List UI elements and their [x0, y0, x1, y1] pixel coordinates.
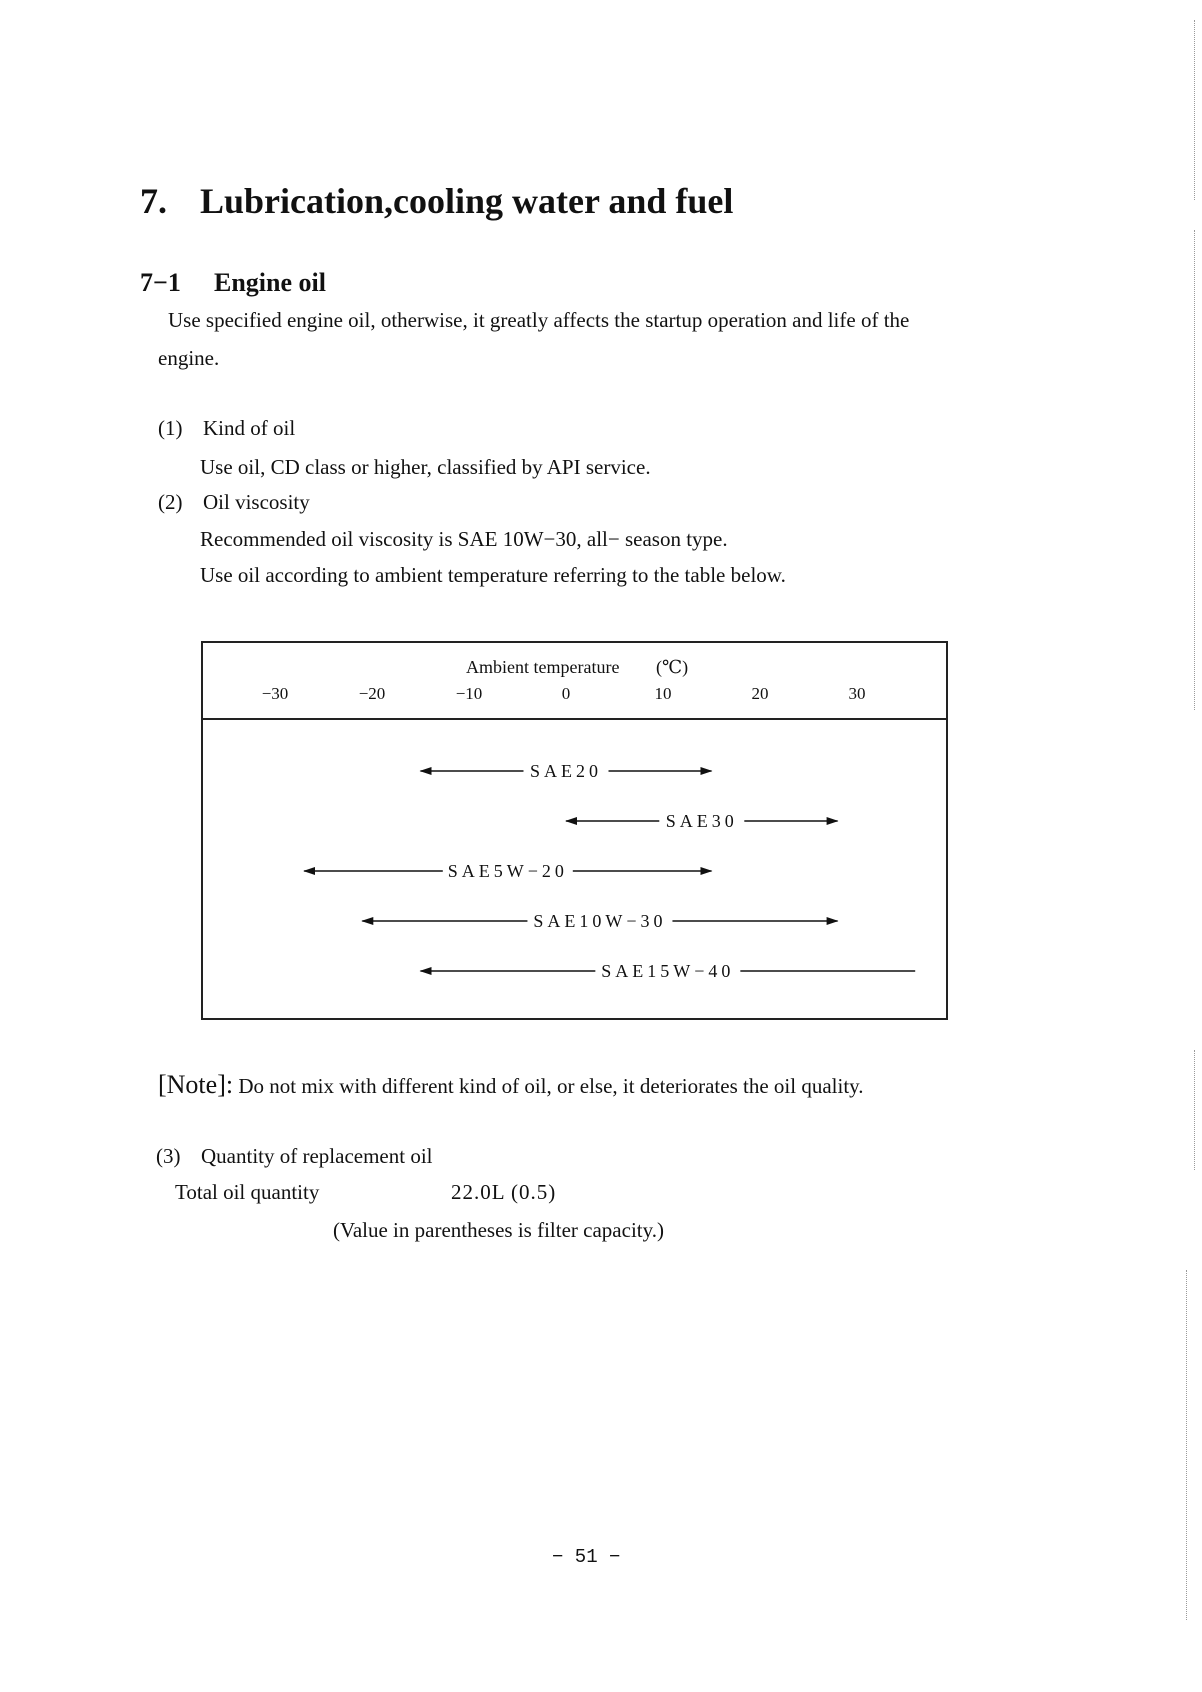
- page-number: − 51 −: [552, 1546, 621, 1568]
- subsection-title: [140, 268, 326, 298]
- item-number: (1): [158, 416, 183, 440]
- range-label: SAE5W−20: [447, 861, 568, 881]
- intro-line-2: engine.: [158, 346, 220, 370]
- chart-tick-label: 30: [848, 684, 866, 703]
- chart-tick-label: −20: [358, 684, 386, 703]
- subsection-title-text: Engine oil: [214, 268, 326, 297]
- range-label: SAE10W−30: [533, 911, 667, 931]
- range-label: SAE30: [665, 811, 738, 831]
- intro-line-1: Use specified engine oil, otherwise, it greatly affects the startup operation and life of the: [168, 308, 910, 332]
- item-text: Use oil, CD class or higher, classified by API service.: [200, 455, 651, 479]
- item-number: (2): [158, 490, 183, 514]
- chart-canvas: [203, 643, 946, 1018]
- total-oil-quantity-value: 22.0L (0.5): [451, 1180, 557, 1204]
- total-oil-quantity-label: Total oil quantity: [175, 1180, 320, 1204]
- chart-tick-label: −30: [261, 684, 289, 703]
- item-heading: Quantity of replacement oil: [201, 1144, 433, 1168]
- item-number: (3): [156, 1144, 181, 1168]
- oil-viscosity-chart: [201, 641, 948, 1020]
- section-number: 7.: [140, 181, 167, 221]
- section-title-text: Lubrication,cooling water and fuel: [200, 181, 734, 221]
- filter-capacity-note: (Value in parentheses is filter capacity.): [333, 1218, 664, 1242]
- section-title: [140, 180, 733, 222]
- note-text: Do not mix with different kind of oil, or else, it deteriorates the oil quality.: [238, 1074, 864, 1098]
- item-text: Recommended oil viscosity is SAE 10W−30, all− season type.: [200, 527, 728, 551]
- item-oil-viscosity: [158, 490, 310, 515]
- range-label: SAE15W−40: [601, 961, 735, 981]
- chart-tick-label: 10: [654, 684, 672, 703]
- subsection-number: 7−1: [140, 268, 181, 297]
- note: [158, 1070, 864, 1100]
- chart-tick-label: −10: [455, 684, 483, 703]
- scan-edge-mark: [1186, 1270, 1187, 1620]
- item-text: Use oil according to ambient temperature referring to the table below.: [200, 563, 786, 587]
- chart-title: Ambient temperature: [466, 657, 620, 677]
- scan-edge-mark: [1194, 230, 1195, 710]
- chart-unit: (℃): [656, 657, 689, 677]
- scan-edge-mark: [1194, 1050, 1195, 1170]
- item-quantity: [156, 1144, 433, 1169]
- note-label: [Note]:: [158, 1070, 234, 1099]
- item-heading: Kind of oil: [203, 416, 296, 440]
- item-kind-of-oil: [158, 416, 295, 441]
- chart-tick-label: 20: [751, 684, 769, 703]
- range-label: SAE20: [529, 761, 603, 781]
- scan-edge-mark: [1194, 20, 1195, 200]
- item-heading: Oil viscosity: [203, 490, 310, 514]
- chart-tick-label: 0: [561, 684, 571, 703]
